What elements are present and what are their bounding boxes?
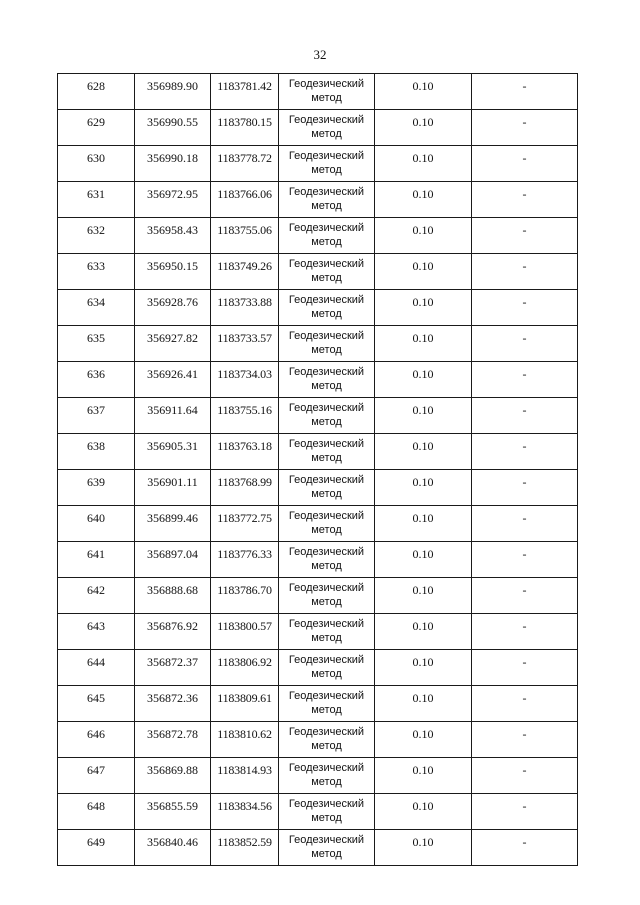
note-cell xyxy=(472,578,578,614)
point-number-cell xyxy=(58,686,135,722)
point-number-cell-text: 633 xyxy=(87,259,105,273)
point-number-cell-text: 635 xyxy=(87,331,105,345)
table-row xyxy=(58,758,578,794)
accuracy-cell xyxy=(375,758,472,794)
point-number-cell-text: 641 xyxy=(87,547,105,561)
accuracy-cell-text: 0.10 xyxy=(412,511,434,525)
point-number-cell-text: 629 xyxy=(87,115,105,129)
accuracy-cell-text: 0.10 xyxy=(412,439,434,453)
method-cell xyxy=(279,326,375,362)
method-cell xyxy=(279,110,375,146)
accuracy-cell-text: 0.10 xyxy=(412,79,434,93)
x-coordinate-cell-text: 356911.64 xyxy=(147,403,198,417)
y-coordinate-cell-text: 1183810.62 xyxy=(217,727,272,741)
method-cell-text: Геодезический метод xyxy=(288,150,365,176)
note-cell xyxy=(472,398,578,434)
method-cell xyxy=(279,74,375,110)
accuracy-cell xyxy=(375,110,472,146)
note-cell-text: - xyxy=(522,511,527,525)
method-cell-text: Геодезический метод xyxy=(288,438,365,464)
y-coordinate-cell xyxy=(211,290,279,326)
point-number-cell-text: 649 xyxy=(87,835,105,849)
note-cell-text: - xyxy=(522,727,527,741)
table-row xyxy=(58,218,578,254)
x-coordinate-cell xyxy=(135,362,211,398)
accuracy-cell xyxy=(375,794,472,830)
method-cell xyxy=(279,470,375,506)
y-coordinate-cell xyxy=(211,182,279,218)
point-number-cell-text: 645 xyxy=(87,691,105,705)
accuracy-cell-text: 0.10 xyxy=(412,475,434,489)
method-cell-text: Геодезический метод xyxy=(288,798,365,824)
x-coordinate-cell xyxy=(135,758,211,794)
method-cell-text: Геодезический метод xyxy=(288,222,365,248)
note-cell xyxy=(472,758,578,794)
accuracy-cell-text: 0.10 xyxy=(412,187,434,201)
point-number-cell xyxy=(58,146,135,182)
accuracy-cell xyxy=(375,650,472,686)
x-coordinate-cell xyxy=(135,686,211,722)
accuracy-cell xyxy=(375,830,472,866)
y-coordinate-cell-text: 1183781.42 xyxy=(217,79,272,93)
method-cell xyxy=(279,506,375,542)
method-cell-text: Геодезический метод xyxy=(288,510,365,536)
accuracy-cell xyxy=(375,182,472,218)
note-cell xyxy=(472,326,578,362)
table-row xyxy=(58,614,578,650)
y-coordinate-cell xyxy=(211,398,279,434)
x-coordinate-cell xyxy=(135,182,211,218)
y-coordinate-cell-text: 1183766.06 xyxy=(217,187,272,201)
y-coordinate-cell-text: 1183780.15 xyxy=(217,115,272,129)
x-coordinate-cell-text: 356869.88 xyxy=(147,763,198,777)
method-cell-text: Геодезический метод xyxy=(288,546,365,572)
note-cell xyxy=(472,722,578,758)
x-coordinate-cell xyxy=(135,506,211,542)
accuracy-cell-text: 0.10 xyxy=(412,655,434,669)
note-cell xyxy=(472,218,578,254)
method-cell xyxy=(279,830,375,866)
table-row xyxy=(58,146,578,182)
y-coordinate-cell xyxy=(211,614,279,650)
y-coordinate-cell xyxy=(211,506,279,542)
x-coordinate-cell xyxy=(135,398,211,434)
point-number-cell-text: 638 xyxy=(87,439,105,453)
method-cell-text: Геодезический метод xyxy=(288,582,365,608)
table-row xyxy=(58,794,578,830)
table-row xyxy=(58,434,578,470)
note-cell xyxy=(472,182,578,218)
x-coordinate-cell xyxy=(135,326,211,362)
table-row xyxy=(58,830,578,866)
note-cell-text: - xyxy=(522,403,527,417)
y-coordinate-cell-text: 1183809.61 xyxy=(217,691,272,705)
y-coordinate-cell xyxy=(211,110,279,146)
method-cell xyxy=(279,542,375,578)
y-coordinate-cell-text: 1183768.99 xyxy=(217,475,272,489)
x-coordinate-cell xyxy=(135,110,211,146)
point-number-cell-text: 631 xyxy=(87,187,105,201)
method-cell xyxy=(279,578,375,614)
point-number-cell-text: 640 xyxy=(87,511,105,525)
method-cell xyxy=(279,686,375,722)
x-coordinate-cell-text: 356972.95 xyxy=(147,187,198,201)
y-coordinate-cell xyxy=(211,218,279,254)
note-cell xyxy=(472,362,578,398)
x-coordinate-cell xyxy=(135,146,211,182)
y-coordinate-cell-text: 1183733.57 xyxy=(217,331,272,345)
method-cell xyxy=(279,614,375,650)
accuracy-cell xyxy=(375,686,472,722)
x-coordinate-cell xyxy=(135,650,211,686)
point-number-cell xyxy=(58,506,135,542)
point-number-cell xyxy=(58,758,135,794)
note-cell-text: - xyxy=(522,79,527,93)
accuracy-cell-text: 0.10 xyxy=(412,331,434,345)
note-cell-text: - xyxy=(522,655,527,669)
table-row xyxy=(58,578,578,614)
method-cell xyxy=(279,758,375,794)
point-number-cell-text: 630 xyxy=(87,151,105,165)
method-cell-text: Геодезический метод xyxy=(288,78,365,104)
accuracy-cell-text: 0.10 xyxy=(412,835,434,849)
method-cell xyxy=(279,362,375,398)
y-coordinate-cell-text: 1183763.18 xyxy=(217,439,272,453)
x-coordinate-cell xyxy=(135,470,211,506)
note-cell xyxy=(472,614,578,650)
x-coordinate-cell-text: 356872.37 xyxy=(147,655,198,669)
note-cell xyxy=(472,650,578,686)
y-coordinate-cell-text: 1183814.93 xyxy=(217,763,272,777)
x-coordinate-cell xyxy=(135,722,211,758)
method-cell xyxy=(279,722,375,758)
accuracy-cell xyxy=(375,218,472,254)
note-cell xyxy=(472,110,578,146)
accuracy-cell-text: 0.10 xyxy=(412,547,434,561)
x-coordinate-cell-text: 356872.36 xyxy=(147,691,198,705)
x-coordinate-cell xyxy=(135,290,211,326)
x-coordinate-cell xyxy=(135,74,211,110)
point-number-cell-text: 628 xyxy=(87,79,105,93)
y-coordinate-cell-text: 1183755.06 xyxy=(217,223,272,237)
method-cell xyxy=(279,434,375,470)
note-cell-text: - xyxy=(522,835,527,849)
accuracy-cell xyxy=(375,542,472,578)
point-number-cell-text: 648 xyxy=(87,799,105,813)
note-cell-text: - xyxy=(522,691,527,705)
method-cell xyxy=(279,290,375,326)
method-cell-text: Геодезический метод xyxy=(288,762,365,788)
note-cell-text: - xyxy=(522,259,527,273)
x-coordinate-cell-text: 356876.92 xyxy=(147,619,198,633)
y-coordinate-cell-text: 1183755.16 xyxy=(217,403,272,417)
note-cell-text: - xyxy=(522,151,527,165)
note-cell-text: - xyxy=(522,187,527,201)
table-row xyxy=(58,290,578,326)
method-cell xyxy=(279,218,375,254)
point-number-cell xyxy=(58,290,135,326)
y-coordinate-cell-text: 1183734.03 xyxy=(217,367,272,381)
point-number-cell xyxy=(58,830,135,866)
method-cell-text: Геодезический метод xyxy=(288,258,365,284)
table-row xyxy=(58,722,578,758)
y-coordinate-cell xyxy=(211,650,279,686)
point-number-cell xyxy=(58,794,135,830)
x-coordinate-cell xyxy=(135,830,211,866)
x-coordinate-cell xyxy=(135,434,211,470)
accuracy-cell xyxy=(375,362,472,398)
table-row xyxy=(58,686,578,722)
point-number-cell-text: 644 xyxy=(87,655,105,669)
y-coordinate-cell xyxy=(211,470,279,506)
accuracy-cell-text: 0.10 xyxy=(412,691,434,705)
note-cell xyxy=(472,290,578,326)
accuracy-cell-text: 0.10 xyxy=(412,295,434,309)
point-number-cell xyxy=(58,74,135,110)
point-number-cell xyxy=(58,254,135,290)
table-row xyxy=(58,110,578,146)
y-coordinate-cell xyxy=(211,578,279,614)
x-coordinate-cell-text: 356927.82 xyxy=(147,331,198,345)
point-number-cell xyxy=(58,362,135,398)
x-coordinate-cell xyxy=(135,614,211,650)
note-cell-text: - xyxy=(522,223,527,237)
note-cell xyxy=(472,470,578,506)
x-coordinate-cell-text: 356926.41 xyxy=(147,367,198,381)
point-number-cell xyxy=(58,542,135,578)
y-coordinate-cell xyxy=(211,758,279,794)
y-coordinate-cell-text: 1183772.75 xyxy=(217,511,272,525)
method-cell-text: Геодезический метод xyxy=(288,726,365,752)
method-cell-text: Геодезический метод xyxy=(288,654,365,680)
point-number-cell xyxy=(58,398,135,434)
point-number-cell-text: 642 xyxy=(87,583,105,597)
x-coordinate-cell xyxy=(135,578,211,614)
accuracy-cell xyxy=(375,146,472,182)
accuracy-cell-text: 0.10 xyxy=(412,583,434,597)
table-row xyxy=(58,542,578,578)
accuracy-cell-text: 0.10 xyxy=(412,619,434,633)
point-number-cell-text: 636 xyxy=(87,367,105,381)
note-cell-text: - xyxy=(522,439,527,453)
coordinates-table xyxy=(57,73,578,866)
x-coordinate-cell-text: 356958.43 xyxy=(147,223,198,237)
y-coordinate-cell-text: 1183733.88 xyxy=(217,295,272,309)
point-number-cell-text: 643 xyxy=(87,619,105,633)
table-row xyxy=(58,254,578,290)
y-coordinate-cell-text: 1183806.92 xyxy=(217,655,272,669)
y-coordinate-cell xyxy=(211,542,279,578)
y-coordinate-cell xyxy=(211,254,279,290)
y-coordinate-cell-text: 1183749.26 xyxy=(217,259,272,273)
point-number-cell xyxy=(58,218,135,254)
note-cell-text: - xyxy=(522,475,527,489)
table-row xyxy=(58,650,578,686)
x-coordinate-cell-text: 356888.68 xyxy=(147,583,198,597)
x-coordinate-cell xyxy=(135,218,211,254)
y-coordinate-cell xyxy=(211,794,279,830)
note-cell-text: - xyxy=(522,583,527,597)
x-coordinate-cell-text: 356897.04 xyxy=(147,547,198,561)
note-cell-text: - xyxy=(522,619,527,633)
method-cell-text: Геодезический метод xyxy=(288,330,365,356)
note-cell xyxy=(472,794,578,830)
method-cell-text: Геодезический метод xyxy=(288,366,365,392)
point-number-cell xyxy=(58,182,135,218)
accuracy-cell xyxy=(375,578,472,614)
accuracy-cell xyxy=(375,254,472,290)
note-cell-text: - xyxy=(522,763,527,777)
y-coordinate-cell-text: 1183852.59 xyxy=(217,835,272,849)
method-cell xyxy=(279,254,375,290)
y-coordinate-cell-text: 1183834.56 xyxy=(217,799,272,813)
accuracy-cell xyxy=(375,398,472,434)
method-cell-text: Геодезический метод xyxy=(288,474,365,500)
point-number-cell-text: 647 xyxy=(87,763,105,777)
x-coordinate-cell-text: 356990.55 xyxy=(147,115,198,129)
x-coordinate-cell xyxy=(135,254,211,290)
y-coordinate-cell xyxy=(211,434,279,470)
accuracy-cell xyxy=(375,326,472,362)
point-number-cell-text: 637 xyxy=(87,403,105,417)
y-coordinate-cell xyxy=(211,830,279,866)
y-coordinate-cell xyxy=(211,74,279,110)
x-coordinate-cell-text: 356872.78 xyxy=(147,727,198,741)
point-number-cell xyxy=(58,722,135,758)
table-row xyxy=(58,470,578,506)
note-cell xyxy=(472,542,578,578)
y-coordinate-cell-text: 1183786.70 xyxy=(217,583,272,597)
point-number-cell xyxy=(58,434,135,470)
accuracy-cell-text: 0.10 xyxy=(412,403,434,417)
x-coordinate-cell xyxy=(135,542,211,578)
note-cell xyxy=(472,506,578,542)
accuracy-cell xyxy=(375,74,472,110)
method-cell xyxy=(279,182,375,218)
y-coordinate-cell xyxy=(211,362,279,398)
note-cell-text: - xyxy=(522,331,527,345)
x-coordinate-cell-text: 356905.31 xyxy=(147,439,198,453)
x-coordinate-cell-text: 356928.76 xyxy=(147,295,198,309)
x-coordinate-cell-text: 356901.11 xyxy=(147,475,198,489)
y-coordinate-cell xyxy=(211,326,279,362)
point-number-cell-text: 639 xyxy=(87,475,105,489)
point-number-cell-text: 632 xyxy=(87,223,105,237)
point-number-cell-text: 646 xyxy=(87,727,105,741)
method-cell-text: Геодезический метод xyxy=(288,294,365,320)
table-row xyxy=(58,74,578,110)
point-number-cell xyxy=(58,470,135,506)
note-cell xyxy=(472,254,578,290)
table-row xyxy=(58,182,578,218)
table-row xyxy=(58,362,578,398)
accuracy-cell xyxy=(375,614,472,650)
x-coordinate-cell-text: 356840.46 xyxy=(147,835,198,849)
accuracy-cell xyxy=(375,290,472,326)
method-cell-text: Геодезический метод xyxy=(288,402,365,428)
y-coordinate-cell-text: 1183800.57 xyxy=(217,619,272,633)
note-cell-text: - xyxy=(522,799,527,813)
accuracy-cell-text: 0.10 xyxy=(412,151,434,165)
accuracy-cell-text: 0.10 xyxy=(412,115,434,129)
x-coordinate-cell-text: 356899.46 xyxy=(147,511,198,525)
accuracy-cell-text: 0.10 xyxy=(412,223,434,237)
note-cell xyxy=(472,830,578,866)
accuracy-cell xyxy=(375,506,472,542)
point-number-cell xyxy=(58,578,135,614)
point-number-cell-text: 634 xyxy=(87,295,105,309)
x-coordinate-cell xyxy=(135,794,211,830)
table-row xyxy=(58,326,578,362)
accuracy-cell-text: 0.10 xyxy=(412,799,434,813)
method-cell xyxy=(279,398,375,434)
y-coordinate-cell xyxy=(211,146,279,182)
point-number-cell xyxy=(58,326,135,362)
method-cell xyxy=(279,794,375,830)
table-row xyxy=(58,398,578,434)
accuracy-cell-text: 0.10 xyxy=(412,367,434,381)
y-coordinate-cell xyxy=(211,686,279,722)
method-cell xyxy=(279,146,375,182)
note-cell xyxy=(472,686,578,722)
note-cell-text: - xyxy=(522,547,527,561)
note-cell-text: - xyxy=(522,295,527,309)
note-cell-text: - xyxy=(522,367,527,381)
method-cell-text: Геодезический метод xyxy=(288,186,365,212)
accuracy-cell-text: 0.10 xyxy=(412,763,434,777)
x-coordinate-cell-text: 356950.15 xyxy=(147,259,198,273)
point-number-cell xyxy=(58,110,135,146)
method-cell-text: Геодезический метод xyxy=(288,834,365,860)
accuracy-cell-text: 0.10 xyxy=(412,727,434,741)
y-coordinate-cell-text: 1183778.72 xyxy=(217,151,272,165)
x-coordinate-cell-text: 356989.90 xyxy=(147,79,198,93)
x-coordinate-cell-text: 356990.18 xyxy=(147,151,198,165)
y-coordinate-cell xyxy=(211,722,279,758)
note-cell xyxy=(472,434,578,470)
accuracy-cell-text: 0.10 xyxy=(412,259,434,273)
note-cell xyxy=(472,146,578,182)
method-cell-text: Геодезический метод xyxy=(288,690,365,716)
table-row xyxy=(58,506,578,542)
y-coordinate-cell-text: 1183776.33 xyxy=(217,547,272,561)
method-cell-text: Геодезический метод xyxy=(288,618,365,644)
coordinates-table-body xyxy=(58,74,578,866)
method-cell xyxy=(279,650,375,686)
page-number: 32 xyxy=(313,47,327,62)
point-number-cell xyxy=(58,614,135,650)
method-cell-text: Геодезический метод xyxy=(288,114,365,140)
note-cell xyxy=(472,74,578,110)
x-coordinate-cell-text: 356855.59 xyxy=(147,799,198,813)
accuracy-cell xyxy=(375,434,472,470)
accuracy-cell xyxy=(375,470,472,506)
accuracy-cell xyxy=(375,722,472,758)
note-cell-text: - xyxy=(522,115,527,129)
point-number-cell xyxy=(58,650,135,686)
